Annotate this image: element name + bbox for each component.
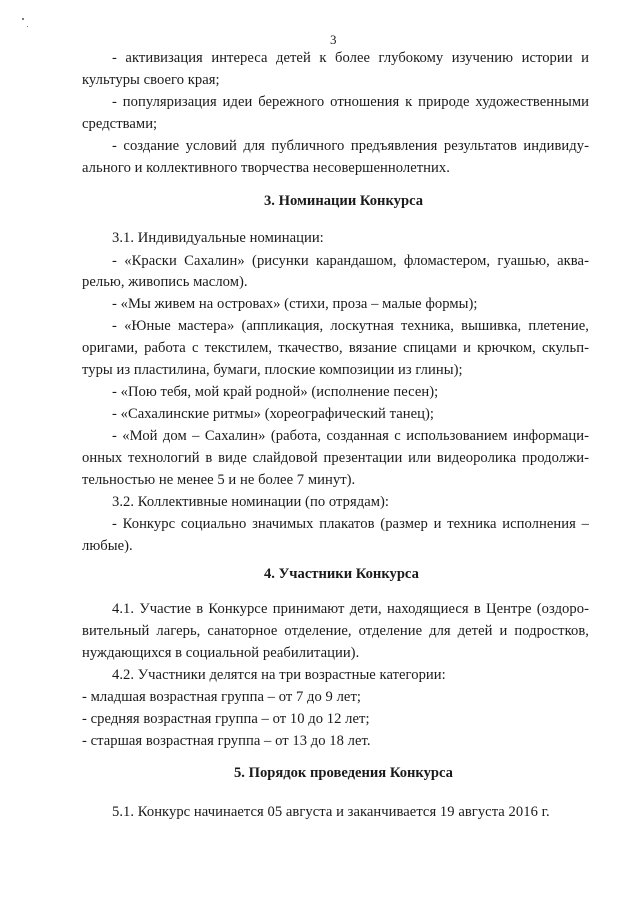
section-3-line: релью, живопись маслом). <box>82 274 248 290</box>
section-3-line: оригами, работа с текстилем, ткачество, вязание спицами и крючком, скульп- <box>82 340 589 356</box>
section-5-line: 5.1. Конкурс начинается 05 августа и заканчивается 19 августа 2016 г. <box>112 804 550 820</box>
section-3-individual-heading: 3.1. Индивидуальные номинации: <box>112 230 324 246</box>
section-4-title: 4. Участники Конкурса <box>264 566 419 582</box>
section-4-line: 4.2. Участники делятся на три возрастные категории: <box>112 667 446 683</box>
section-4-line: - старшая возрастная группа – от 13 до 18 лет. <box>82 733 371 749</box>
section-3-line: - «Краски Сахалин» (рисунки карандашом, фломастером, гуашью, аква- <box>112 253 589 269</box>
section-3-line: - «Мой дом – Сахалин» (работа, созданная с использованием информаци- <box>112 428 589 444</box>
section-3-line: 3.2. Коллективные номинации (по отрядам): <box>112 494 390 510</box>
section-3-line: - «Сахалинские ритмы» (хореографический танец); <box>112 406 435 422</box>
goal-2-line-2: средствами; <box>82 116 158 132</box>
section-3-line: - «Юные мастера» (аппликация, лоскутная техника, вышивка, плетение, <box>112 318 589 334</box>
scan-speck <box>27 26 28 27</box>
section-5-title: 5. Порядок проведения Конкурса <box>234 765 453 781</box>
goal-1-line-1: - активизация интереса детей к более глубокому изучению истории и <box>112 50 589 66</box>
section-4-line: - младшая возрастная группа – от 7 до 9 лет; <box>82 689 361 705</box>
goal-3-line-2: ального и коллективного творчества несовершеннолетних. <box>82 160 450 176</box>
section-3-line: - «Мы живем на островах» (стихи, проза – малые формы); <box>112 296 478 312</box>
section-4-line: - средняя возрастная группа – от 10 до 12 лет; <box>82 711 370 727</box>
section-4-line: 4.1. Участие в Конкурсе принимают дети, находящиеся в Центре (оздоро- <box>112 601 589 617</box>
goal-1-line-2: культуры своего края; <box>82 72 220 88</box>
section-3-line: любые). <box>82 538 133 554</box>
section-3-line: онных технологий в виде слайдовой презентации или видеоролика продолжи- <box>82 450 589 466</box>
goal-3-line-1: - создание условий для публичного предъявления результатов индивиду- <box>112 138 589 154</box>
section-4-line: вительный лагерь, санаторное отделение, отделение для детей и подростков, <box>82 623 589 639</box>
page-number: 3 <box>330 32 337 47</box>
section-3-title: 3. Номинации Конкурса <box>264 193 424 209</box>
scan-speck <box>22 18 24 20</box>
section-4-line: нуждающихся в социальной реабилитации). <box>82 645 360 661</box>
section-3-line: тельностью не менее 5 и не более 7 минут). <box>82 472 356 488</box>
section-3-line: - Конкурс социально значимых плакатов (размер и техника исполнения – <box>112 516 589 532</box>
section-3-line: - «Пою тебя, мой край родной» (исполнение песен); <box>112 384 439 400</box>
section-3-line: туры из пластилина, бумаги, плоские композиции из глины); <box>82 362 463 378</box>
goal-2-line-1: - популяризация идеи бережного отношения к природе художественными <box>112 94 589 110</box>
